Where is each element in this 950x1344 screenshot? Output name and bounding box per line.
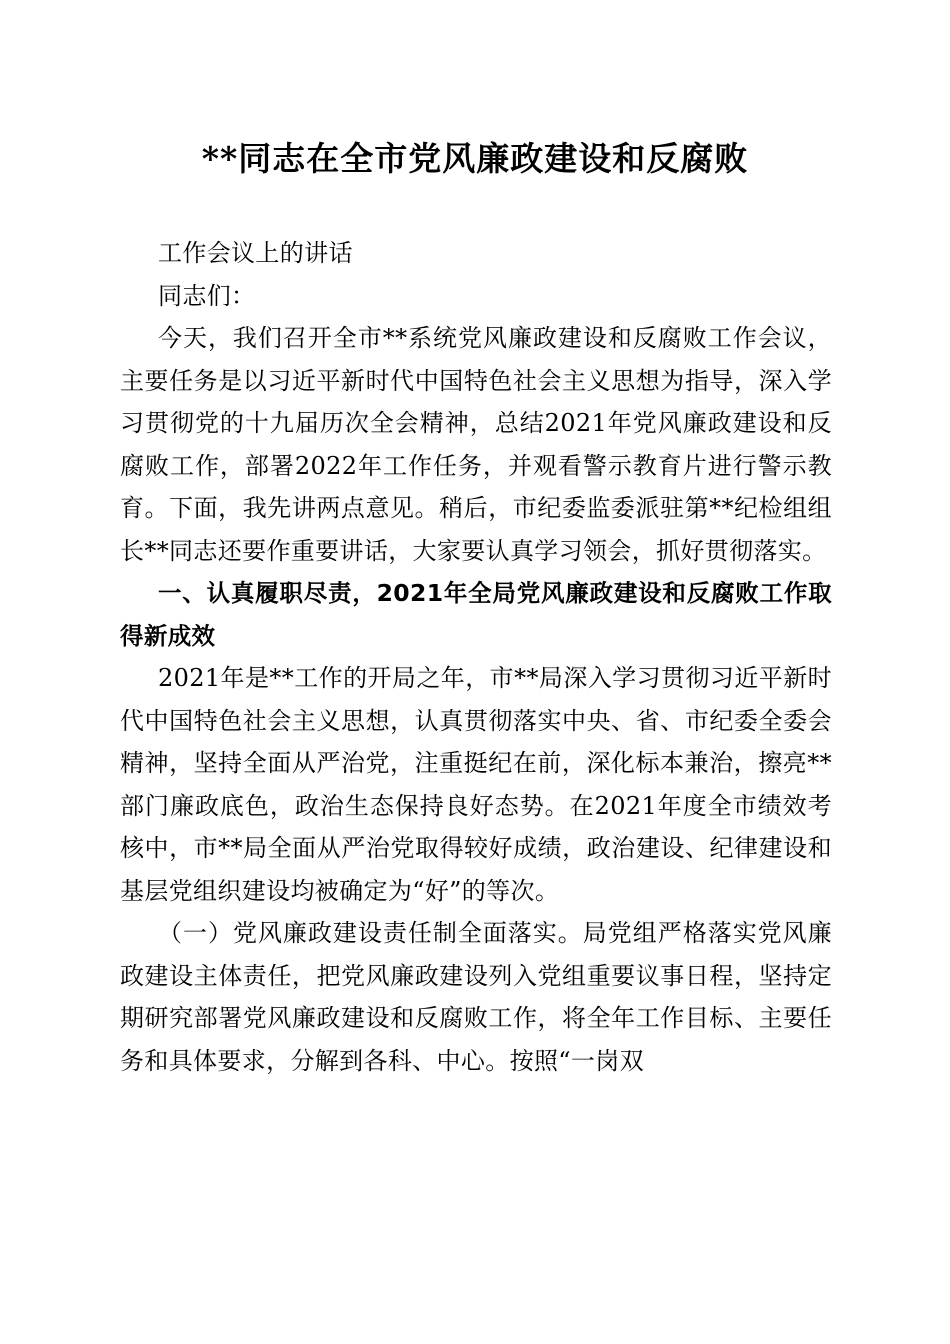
document-body (120, 232, 832, 1082)
subtitle-paragraph: 工作会议上的讲话 (158, 239, 353, 267)
subsection-lead: （一）党风廉政建设责任制全面落实。 (158, 919, 583, 947)
section-body-paragraph: 2021年是**工作的开局之年，市**局深入学习贯彻习近平新时代中国特色社会主义思想，认真贯彻落实中央、省、市纪委全委会精神，坚持全面从严治党，注重挺纪在前，深化标本兼治，擦亮**部门廉政底色，政治生态保持良好态势。在2021年度全市绩效考核中，市**局全面从严治党取得较好成绩，政治建设、纪律建设和基层党组织建设均被确定为“好”的等次。 (120, 664, 832, 905)
subsection-paragraph (120, 912, 832, 1082)
section-heading: 一、认真履职尽责，2021年全局党风廉政建设和反腐败工作取得新成效 (120, 579, 832, 650)
subsection-body: 局党组严格落实党风廉政建设主体责任，把党风廉政建设列入党组重要议事日程，坚持定期研究部署党风廉政建设和反腐败工作，将全年工作目标、主要任务和具体要求，分解到各科、中心。按照“一岗双 (120, 919, 833, 1075)
document-title: **同志在全市党风廉政建设和反腐败 (201, 139, 749, 178)
intro-paragraph: 今天，我们召开全市**系统党风廉政建设和反腐败工作会议，主要任务是以习近平新时代中国特色社会主义思想为指导，深入学习贯彻党的十九届历次全会精神，总结2021年党风廉政建设和反腐败工作，部署2022年工作任务，并观看警示教育片进行警示教育。下面，我先讲两点意见。稍后，市纪委监委派驻第**纪检组组长**同志还要作重要讲话，大家要认真学习领会，抓好贯彻落实。 (120, 324, 832, 565)
salutation-paragraph: 同志们： (158, 281, 256, 310)
